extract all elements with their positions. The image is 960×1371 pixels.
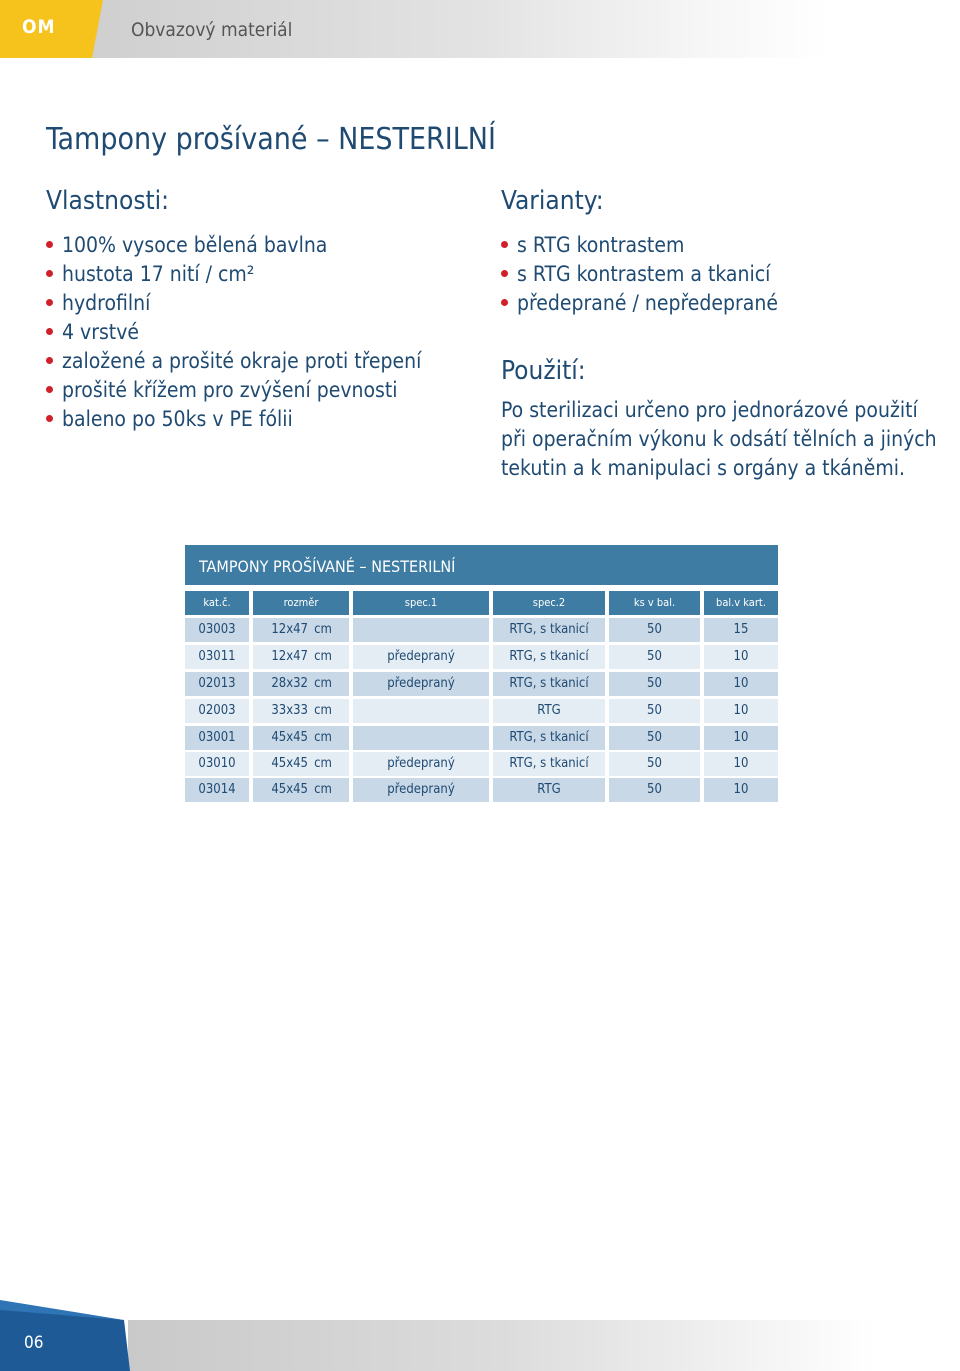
table-header-row	[185, 591, 778, 615]
cell-rozmer	[253, 645, 349, 669]
section-title: Obvazový materiál	[131, 19, 293, 41]
cell-spec2: RTG	[493, 778, 605, 802]
list-item: předeprané / nepředeprané	[501, 289, 778, 318]
cell-spec2: RTG, s tkanicí	[493, 672, 605, 696]
pouziti-line: tekutin a k manipulaci s orgány a tkáněmi.	[501, 456, 905, 480]
cell-spec1	[353, 726, 489, 750]
cell-kat: 03014	[185, 778, 249, 802]
cell-spec2: RTG, s tkanicí	[493, 645, 605, 669]
pouziti-heading: Použití:	[501, 356, 586, 386]
page-header	[0, 0, 960, 58]
cell-bal: 10	[704, 778, 778, 802]
cell-bal: 15	[704, 618, 778, 642]
cell-ks: 50	[609, 672, 700, 696]
page-number: 06	[24, 1333, 44, 1353]
cell-spec2: RTG	[493, 699, 605, 723]
varianty-list	[501, 231, 778, 318]
cell-bal: 10	[704, 726, 778, 750]
varianty-heading: Varianty:	[501, 186, 604, 216]
cell-unit: cm	[314, 756, 332, 771]
cell-unit: cm	[314, 676, 332, 691]
cell-kat: 03010	[185, 752, 249, 776]
footer-accent-tab	[0, 1300, 140, 1371]
cell-ks: 50	[609, 618, 700, 642]
cell-unit: cm	[314, 782, 332, 797]
cell-ks: 50	[609, 752, 700, 776]
cell-kat: 03003	[185, 618, 249, 642]
cell-dim: 33x33	[271, 703, 308, 718]
pouziti-line: Po sterilizaci určeno pro jednorázové použití	[501, 398, 918, 422]
cell-dim: 12x47	[271, 649, 308, 664]
cell-rozmer	[253, 699, 349, 723]
cell-ks: 50	[609, 778, 700, 802]
cell-unit: cm	[314, 649, 332, 664]
cell-bal: 10	[704, 645, 778, 669]
cell-rozmer	[253, 726, 349, 750]
cell-unit: cm	[314, 703, 332, 718]
vlastnosti-list	[46, 231, 421, 434]
cell-kat: 02003	[185, 699, 249, 723]
table-row	[185, 726, 778, 750]
cell-rozmer	[253, 618, 349, 642]
section-code: OM	[22, 16, 56, 38]
list-item: prošité křížem pro zvýšení pevnosti	[46, 376, 421, 405]
cell-spec1: předepraný	[353, 672, 489, 696]
page-title: Tampony prošívané – NESTERILNÍ	[46, 122, 496, 157]
pouziti-line: při operačním výkonu k odsátí tělních a jiných	[501, 427, 937, 451]
cell-dim: 28x32	[271, 676, 308, 691]
header-accent-tab	[0, 0, 130, 58]
cell-kat: 03001	[185, 726, 249, 750]
cell-ks: 50	[609, 699, 700, 723]
cell-kat: 03011	[185, 645, 249, 669]
column-header: kat.č.	[185, 591, 249, 615]
page-footer	[0, 1300, 960, 1371]
table-title: TAMPONY PROŠÍVANÉ – NESTERILNÍ	[185, 545, 778, 585]
cell-rozmer	[253, 778, 349, 802]
cell-spec1: předepraný	[353, 645, 489, 669]
list-item: 100% vysoce bělená bavlna	[46, 231, 421, 260]
list-item: s RTG kontrastem	[501, 231, 778, 260]
table-row	[185, 672, 778, 696]
pouziti-text	[501, 396, 941, 483]
table-row	[185, 752, 778, 776]
list-item: baleno po 50ks v PE fólii	[46, 405, 421, 434]
cell-ks: 50	[609, 645, 700, 669]
cell-dim: 45x45	[271, 782, 308, 797]
column-header: rozměr	[253, 591, 349, 615]
cell-kat: 02013	[185, 672, 249, 696]
list-item: založené a prošité okraje proti třepení	[46, 347, 421, 376]
cell-rozmer	[253, 752, 349, 776]
footer-gradient-band	[128, 1320, 960, 1371]
list-item: s RTG kontrastem a tkanicí	[501, 260, 778, 289]
cell-spec1	[353, 618, 489, 642]
table-row	[185, 778, 778, 802]
cell-unit: cm	[314, 730, 332, 745]
cell-rozmer	[253, 672, 349, 696]
cell-bal: 10	[704, 672, 778, 696]
column-header: bal.v kart.	[704, 591, 778, 615]
cell-spec2: RTG, s tkanicí	[493, 618, 605, 642]
cell-dim: 45x45	[271, 756, 308, 771]
cell-spec1: předepraný	[353, 778, 489, 802]
cell-spec1	[353, 699, 489, 723]
column-header: ks v bal.	[609, 591, 700, 615]
table-row	[185, 699, 778, 723]
vlastnosti-heading: Vlastnosti:	[46, 186, 170, 216]
cell-dim: 12x47	[271, 622, 308, 637]
list-item: 4 vrstvé	[46, 318, 421, 347]
list-item: hustota 17 nití / cm²	[46, 260, 421, 289]
column-header: spec.2	[493, 591, 605, 615]
table-row	[185, 645, 778, 669]
cell-dim: 45x45	[271, 730, 308, 745]
cell-spec1: předepraný	[353, 752, 489, 776]
cell-bal: 10	[704, 699, 778, 723]
table-row	[185, 618, 778, 642]
column-header: spec.1	[353, 591, 489, 615]
cell-spec2: RTG, s tkanicí	[493, 752, 605, 776]
cell-ks: 50	[609, 726, 700, 750]
cell-spec2: RTG, s tkanicí	[493, 726, 605, 750]
list-item: hydrofilní	[46, 289, 421, 318]
cell-unit: cm	[314, 622, 332, 637]
cell-bal: 10	[704, 752, 778, 776]
